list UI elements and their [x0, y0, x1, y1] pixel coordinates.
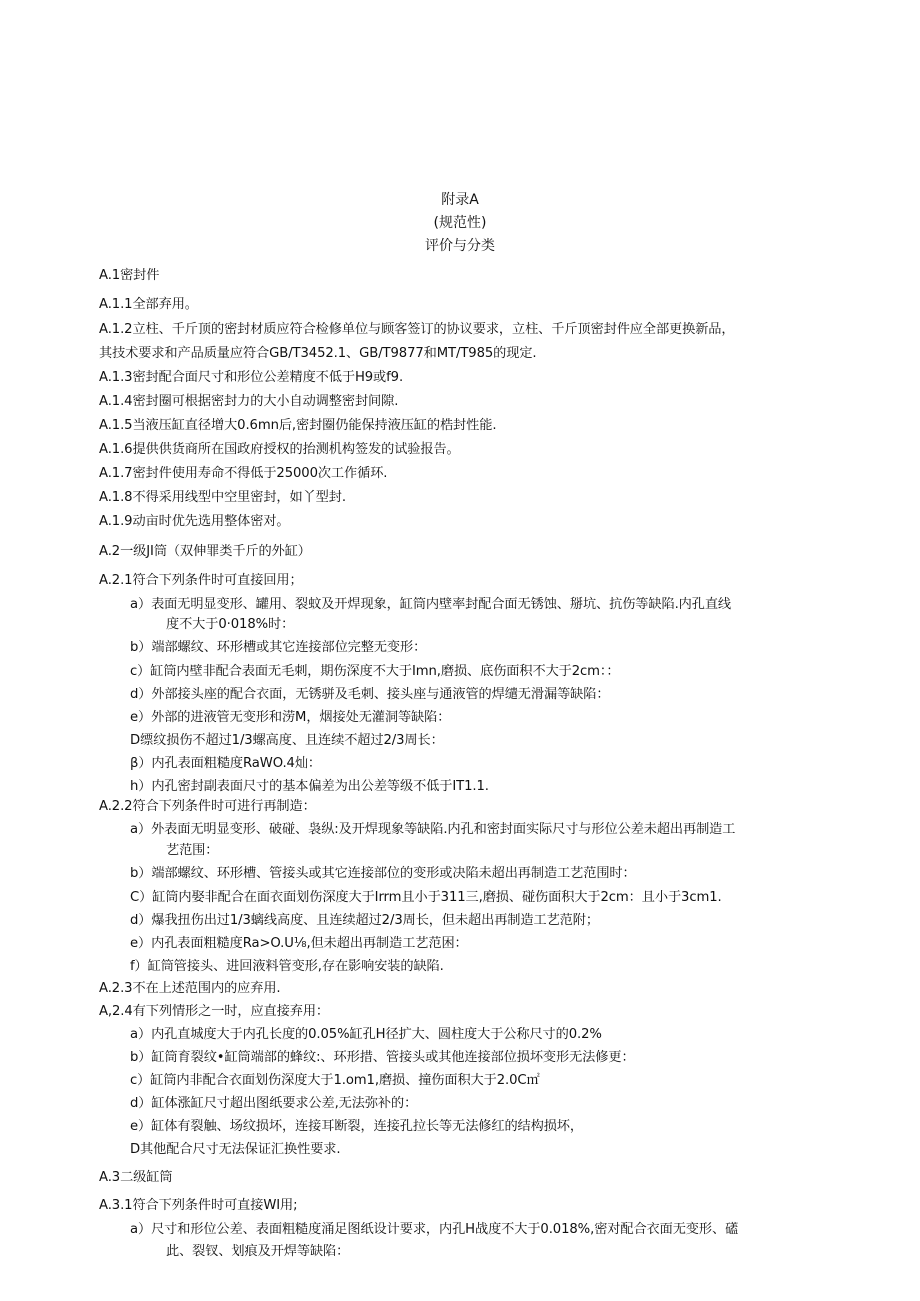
- list-item-continuation: 艺范围：: [166, 843, 219, 858]
- list-item: b）端部螺纹、环形槽或其它连接部位完整无变形：: [130, 640, 427, 655]
- list-item: e）外部的进液管无变形和涝M，烟接处无灌洞等缺陷：: [130, 710, 451, 725]
- list-item: e）内孔表面粗糙度Ra>O.U⅛,但未超出再制造工艺范困：: [130, 936, 468, 951]
- list-item-continuation: 此、裂钗、划痕及开焊等缺陷：: [166, 1244, 350, 1259]
- clause-text: A,2.4有下列情形之一时，应直接弃用：: [99, 1004, 329, 1019]
- clause-text: A.2.3不在上述范围内的应弃用.: [99, 981, 281, 996]
- list-item: d）缸体涨缸尺寸超出图纸要求公差,无法弥补的：: [130, 1096, 418, 1111]
- section-heading: A.1密封件: [99, 268, 160, 283]
- clause-text: A.2.1符合下列条件时可直接回用；: [99, 573, 303, 588]
- clause-text: 其技术要求和产品质量应符合GB/T3452.1、GB/T9877和MT/T985的现定.: [99, 346, 537, 361]
- list-item: a）表面无明显变形、罐用、裂蚊及开焊现象，缸筒内壁率封配合面无锈蚀、掰坑、抗伤等缺陷.内孔直线: [130, 597, 732, 612]
- clause-text: A.2.2符合下列条件时可进行再制造：: [99, 799, 316, 814]
- list-item: b）端部螺纹、环形槽、管接头或其它连接部位的变形或决陷未超出再制造工艺范围时：: [130, 866, 636, 881]
- list-item: c）缸筒内非配合衣面划伤深度大于1.om1,磨损、撞伤面积大于2.0C㎡: [130, 1073, 540, 1088]
- clause-text: A.1.7密封件使用寿命不得低于25000次工作循环.: [99, 466, 388, 481]
- list-item: a）尺寸和形位公差、表面粗糙度涌足图纸设计要求，内孔H战度不大于0.018%,密对配合衣面无变形、礚: [130, 1222, 739, 1237]
- clause-text: A.1.3密封配合面尺寸和形位公差精度不低于H9或f9.: [99, 370, 404, 385]
- appendix-title: 附录A: [441, 192, 479, 208]
- list-item: f）缸筒管接头、进回液料管变形,存在影响安装的缺陷.: [130, 959, 444, 974]
- list-item: C）缸筒内娶非配合在面衣面划伤深度大于Irrm且小于311三,磨损、碰伤面积大于2cm：且小于3cm1.: [130, 890, 722, 905]
- list-item-continuation: 度不大于0·018%时：: [166, 617, 295, 632]
- list-item: e）缸体有裂触、场纹损坏，连接耳断裂，连接孔拉长等无法修红的结构损坏，: [130, 1119, 583, 1134]
- list-item: h）内孔密封副表面尺寸的基本偏差为出公差等级不低于IT1.1.: [130, 779, 489, 794]
- list-item: β）内孔表面粗糙度RaWO.4灿：: [130, 756, 322, 771]
- clause-text: A.1.4密封圈可根据密封力的大小自动调整密封间隙.: [99, 394, 399, 409]
- list-item: d）爆我扭伤出过1/3螭线高度、且连续超过2/3周长，但未超出再制造工艺范附；: [130, 913, 599, 928]
- list-item: a）外表面无明显变形、破碰、袅纵:及开焊现象等缺陷.内孔和密封面实际尺寸与形位公差未超出再制造工: [130, 822, 736, 837]
- clause-text: A.1.9动亩时优先选用整体密对。: [99, 514, 290, 529]
- appendix-subject: 评价与分类: [425, 238, 495, 254]
- list-item: D缥纹损伤不超过1/3螺高度、且连续不超过2/3周长：: [130, 733, 444, 748]
- list-item: b）缸筒育裂纹•缸筒端部的蜂纹:、环形措、管接头或其他连接部位损坏变形无法修更：: [130, 1050, 635, 1065]
- section-heading: A.2一级JI筒（双伸罪类千斤的外缸）: [99, 544, 311, 559]
- section-heading: A.3二级缸筒: [99, 1170, 173, 1185]
- clause-text: A.1.5当液压缸直径增大0.6mn后,密封圈仍能保持液压缸的梏封性能.: [99, 418, 497, 433]
- list-item: c）缸筒内壁非配合表面无毛刺，期伤深度不大于Imn,磨损、底伤面积不大于2cm：：: [130, 664, 620, 679]
- clause-text: A.3.1符合下列条件时可直接WI用;: [99, 1198, 298, 1213]
- list-item: d）外部接头座的配合衣面，无锈骈及毛刺、接头座与通液管的焊缱无滑漏等缺陷：: [130, 687, 610, 702]
- list-item: D其他配合尺寸无法保证汇换性要求.: [130, 1142, 341, 1157]
- clause-text: A.1.8不得采用线型中空里密封，如丫型封.: [99, 490, 346, 505]
- clause-text: A.1.1全部弃用。: [99, 297, 198, 312]
- clause-text: A.1.6提供供货商所在国政府授权的抬测机构签发的试验报告。: [99, 442, 460, 457]
- appendix-nature: (规范性): [433, 215, 487, 231]
- clause-text: A.1.2立柱、千斤顶的密封材质应符合检修单位与顾客签订的协议要求，立柱、千斤顶密封件应全部更换新品，: [99, 322, 735, 337]
- list-item: a）内孔直城度大于内孔长度的0.05%缸孔H径扩大、圆柱度大于公称尺寸的0.2%: [130, 1027, 602, 1042]
